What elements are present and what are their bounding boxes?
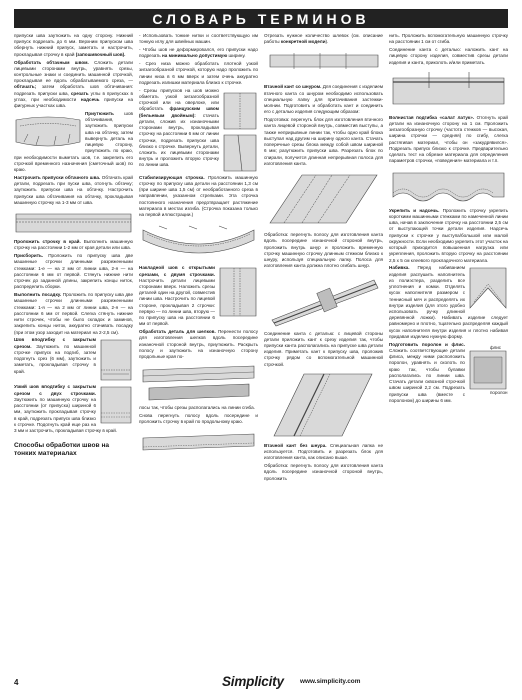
belt-loop-strip-illustration [139, 362, 258, 402]
text-block: Обработка: перегнуть полосу для изготовления канта вдоль посередине изнаночной стороной внутрь, проложить [264, 463, 383, 481]
page-number: 4 [14, 678, 19, 687]
text-block: Приутюжить шов обтачивания, заутюжить припуски шва на обтачку, затем вывернуть деталь на лицевую сторону, приутюжить по краю, при необходимости выметать шов, т.е. закрепить его строчкой временного назначения (сметочный шов) по краю. [14, 111, 133, 173]
double-stitched-hem-illustration [99, 385, 133, 425]
term-entry-gather: Присборить. Проложить по припуску шва две машинные строчки длинными разреженными стежками: 1-е — на 2 мм от линии шва, 2-я — на расстоянии 6 мм от первой. Стянуть нижние нити строчек до заданной длины, закрепить концы ниток, распределить сборки. [14, 253, 133, 290]
term-entry-ease: Выполнить посадку. Проложить по припуску шва две машинные строчки длинными разреженными стежками: 1-я — на 2 мм от линии шва, 2-я — на расстоянии 6 мм от первой. Слегка стянуть нижние нити строчек, чтобы не было складок и заминов, закрепить концы ниток, аккуратно стачивать посадку (при этом узор заходит на материал на 2-2,5 см). [14, 292, 133, 335]
text-block: припуски шва заутюжить на одну сторону. Нижний припуск подрезать до 6 мм. Верхним припуском шва обернуть нижний припуск, заметать и настрочить, прокладывая строчку в край (запошивочный шов). [14, 33, 133, 57]
column-3 [264, 33, 383, 665]
text-block: Обработка: перегнуть полосу для изготовления канта вдоль посередине изнаночной стороной внутрь, проложить внутрь шнур и проложить временную строчку машинную строчку длинным стежком близко к шнуру, используя специальную лапку. Полоса для изготовления канта должна плотно огибать шнур. [264, 232, 383, 269]
text-block: лосы так, чтобы срезы располагались на линии сгиба. [139, 405, 255, 411]
page-title: СЛОВАРЬ ТЕРМИНОВ [152, 10, 370, 27]
staystitch-illustration [139, 220, 258, 262]
term-entry-reinforce-clip: Укрепить и надсечь. Проложить строчку укрепить короткими машинными стежками по намеченной линии шва, начав в заключение строчку на расстоянии 2,5 см от выступающей точки детали изделия. Надсечь припуски к строчке у выступа/большой или малой окружности. Если необходимо укрепить этот участок на который приходится повышенная нагрузка или укрепления, проложить вторую строчку на расстоянии 2,5 х 5 см клеевого прокладочного материала. [389, 207, 508, 263]
column-2 [139, 33, 258, 665]
page-footer [0, 672, 522, 694]
text-block: Подготовка: перегнуть блок для изготовления втачного канта лицевой стороной внутрь, совместив выступы, а также неприрывные линии так, чтобы одно край блока выступал над другим на ширину одного канта. Стачать поперечные срезы блока между собой швом шириной 6 мм; разутюжить припуски шва. Разрезать блок по спирали, получится длинная непрерывная полоса для изготовления канта. [264, 117, 383, 166]
column-4 [389, 33, 508, 665]
piping-attach-illustration [264, 370, 383, 440]
term-entry-closed-hem: Шов вподгибку с закрытым срезом. Заутюжить по машинной строчке припуск на подгиб, затем подогнуть срез (6 мм), заутюжить и заметать, прокладывая строчку в край. [14, 337, 96, 374]
text-block: Соединение канта с деталью: наложить кант на лицевую сторону изделия, совместив срезы детали изделия и канта, приколоть и/или приметать. [389, 47, 508, 65]
term-entry-foam-fleece: Подготовить поролон и флис. Сложить соответствующие детали флиса, между ними расположить поролон, уравнять и сколоть по краю так, чтобы булавки располагались по линии шва. Стачать детали сквозной строчкой швом шириной 2,2 см. Подрезать припуски шва (вместе с поролоном) до ширины 6 мм. [389, 341, 465, 403]
text-block: - Срезы припусков на шов можно обметать узкой зигзагообразной строчкой или на оверлоке, или обработать французским швом (бельевым двойным): стачать детали, сложив их изнаночными сторонами внутрь, прокладывая строчку на расстоянии 6 мм от линии строчки, подрезать припуски шва близко к строчке. Вывернуть детали, сложить их лицевыми сторонами внутрь и проложить вторую строчку по линии шва. [139, 87, 219, 168]
section-title-fine-fabrics: Способы обработки швов на тонких материалах [14, 441, 110, 457]
brand-logo: Simplicity [222, 674, 284, 689]
term-entry-belt-loops: Обработать деталь для шелков. Перенести полосу для изготовления шелков вдоль посередине изнаночной стороной внутрь, приутюжить. Раскрыть полосу и заутюжить на изнаночную сторону продольные края по- [139, 329, 258, 360]
fleece-label: флис [490, 344, 501, 350]
lapped-seam-illustration [218, 266, 258, 318]
page-header [14, 9, 508, 28]
text-block: Отрезать нужное количество шлевок (см. описание работы конкретной модели). [264, 33, 383, 45]
term-entry-lapped-seam: Накладной шов с открытыми срезами, с двумя строчками. Настрочить детали лицевыми сторонами вверх. Наложить срезы деталей один на другой, совместив линии шва. Настрочить по лицевой стороне, прокладывая 2 строчки: первую — по линии шва, вторую — по припуску шва на расстоянии 6 мм от первой. [139, 265, 215, 327]
term-entry-facing-seam: Обработать обтачным швом. Сложить детали лицевыми сторонами внутрь, уравнять срезы, контрольные знаки и соединить машинной строчкой, прокладывая ее вдоль обрабатываемого среза, — обтачать; затем обработать шов обтачивания: подрезать припуски шва, срезать углы в припусках в углах, при необходимости надсечь припуски на фигурных участках шва. [14, 59, 133, 109]
foam-label: поролон [490, 389, 508, 395]
lettuce-edge-illustration [389, 167, 508, 205]
text-block: - Срез низа можно обработать плотной узкой зигзагообразной строчкой, которую надо проложить по линии низа в 6 мм вверх и затем очень аккуратно подрезать излишки материала близко к строчке. [139, 61, 258, 85]
term-entry-staystitch: Стабилизирующая строчка. Проложить машинную строчку по припуску шва детали на расстоянии 1,3 см (при ширине шва 1,5 см) от необработанного среза в направлении, указанном стрелками. Эта строчка постоянного назначения предотвращает растяжение материала в местах изгиба. (Строчка показана только на первой иллюстрации.) [139, 174, 258, 218]
text-block: нить. Проложить вспомогательную машинную строчку на расстоянии 1 см от сгиба. [389, 33, 508, 45]
term-entry-corded-piping: Втачной кант со шнуром. Для соединения с изделием втачного канта со шнуром необходимо использовать специальную лапку для притачивания застежки-молнии. Подготовить и обработать кант и соединить его с деталью изделия следующим образом: [264, 84, 383, 115]
term-entry-stuffing: Набивка. Перед набиванием изделия распушить наполнитель из полиэстера, разделить все уплотнения и комки. Отделять кусок наполнителя размером с теннисный мяч и распределять их внутри изделия (для этого удобно использовать ручку длинной деревянной ложки). Набивать изделие следует равномерно и плотно, тщательно распределяя каждый кусок наполнителя внутри изделия и плотно набивая придавая изделию нужную форму. [389, 265, 508, 339]
term-entry-lettuce-edge: Волнистая подгибка «салат латук». Отогнуть край детали на изнаночную сторону на 1 см. Проложить зигзагообразную строчку (частота стежков — высокая, ширина строчки — средняя) по сгибу, слегка растягивая материал, чтобы он «закудрявился». Подрезать припуск близко к строчке. Предварительно сделать тест на обрезке материала для определения параметров строчки, «поведения» материала и т.п. [389, 114, 508, 164]
belt-loops-cut-illustration [264, 47, 383, 81]
term-entry-narrow-hem: Узкий шов вподгибку с закрытым срезом с двух строчками. Заутюжить по машинную строчку на расстоянии (от припуска) шириной 6 мм, заутюжить прокладывая строчку в край, подрезать припуск шва близко к строчке. Подогнуть край еще раз на 3 мм и застрочить, прокладывая строчку в край. [14, 384, 118, 434]
term-entry-piping-no-cord: Втачной кант без шнура. Специальная лапка не используется. Подготовить и разрезать блок для изготовления канта, как описано выше. [264, 442, 383, 461]
bias-strip-illustration [264, 169, 383, 229]
belt-loop-stitched-illustration [139, 428, 258, 464]
fleece-foam-illustration [468, 343, 508, 395]
understitch-illustration [14, 208, 133, 236]
reinforce-illustration [468, 266, 508, 310]
piping-cord-illustration [264, 272, 383, 328]
text-block: Соединение канта с деталью: с лицевой стороны детали приложить кант к срезу изделия так, чтобы припуски канта располагались на припуске шва детали изделия. Приметать кант к припуску шва, проложив строчку рядом со вспомогательной машинной строчкой. [264, 330, 383, 367]
french-seam-illustration [222, 89, 258, 173]
facing-seam-illustration [14, 112, 82, 152]
text-block: - Чтобы шов не деформировался, его припуски надо подрезать на минимально допустимую ширину. [139, 47, 258, 59]
text-block: Снова перегнуть полосу вдоль посередине и проложить строчку в край по продольному краю. [139, 413, 258, 425]
narrow-hem-illustration [99, 338, 133, 382]
text-block: - Использовать тонкие нитки и соответствующую им тонкую иглу для швейных машин. [139, 33, 258, 45]
term-entry-edgestitch: Проложить строчку в край. Выполнить машинную строчку на расстоянии 1-2 мм от края детали или шва. [14, 239, 133, 251]
website-link[interactable]: www.simplicity.com [300, 678, 361, 685]
content-columns [14, 33, 508, 665]
column-1 [14, 33, 133, 665]
piping-pinned-illustration [389, 68, 508, 112]
term-entry-understitch: Настрочить припуски обтачного шва. Обтачать край детали, подрезать при пуски шва, отогнуть обтачку; заутюжить припуски шва на обтачку. Настрочить припуски шва обтачивания на обтачку, прокладывая машинную строчку на 1-3 мм от шва. [14, 174, 133, 205]
